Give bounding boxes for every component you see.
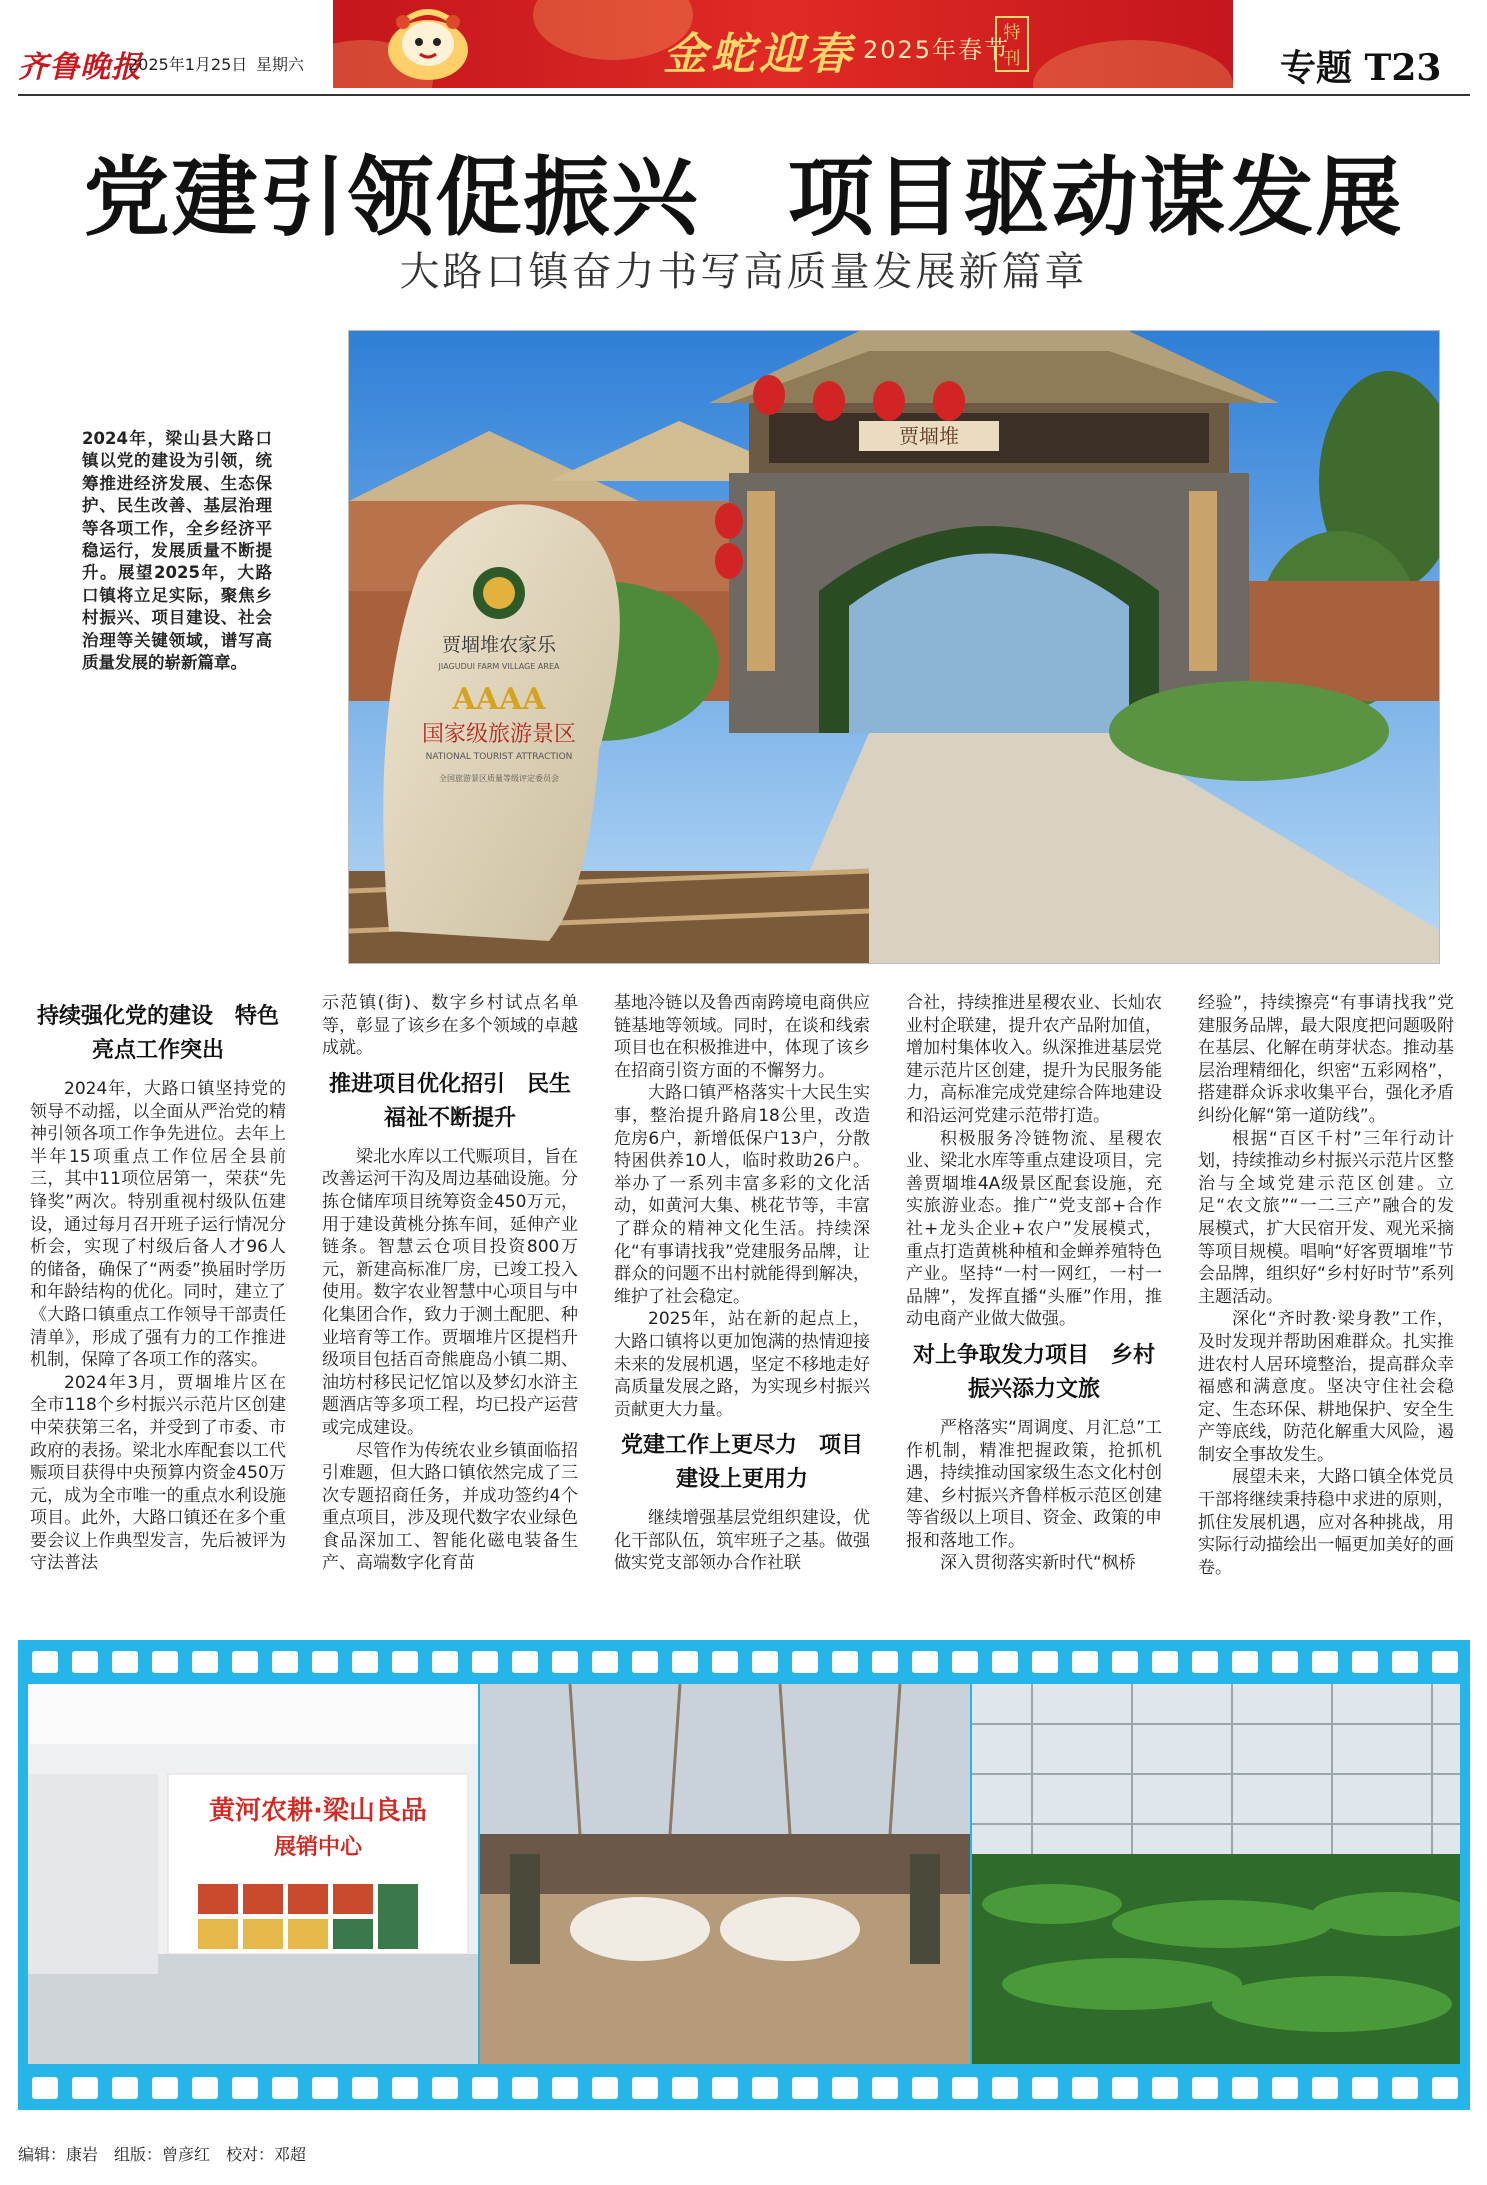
film-perforation: [712, 1651, 738, 1673]
body-paragraph: 深化“齐时教·梁身教”工作，及时发现并帮助困难群众。扎实推进农村人居环境整治，提高群众幸福感和满意度。坚决守住社会稳定、生态环保、耕地保护、安全生产等底线，防范化解重大风险，遏制安全事故发生。: [1198, 1309, 1454, 1465]
body-paragraph: 梁北水库以工代赈项目，旨在改善运河干沟及周边基础设施。分拣仓储库项目统筹资金450万元，用于建设黄桃分拣车间，延伸产业链条。智慧云仓项目投资800万元，新建高标准厂房，已竣工投入使用。数字农业智慧中心项目与中化集团合作，致力于测土配肥、种业培育等工作。贾堌堆片区提档升级项目包括百奇熊鹿岛小镇二期、油坊村移民记忆馆以及梦幻水浒主题酒店等多项工程，均已投产运营或完成建设。: [322, 1146, 578, 1438]
film-perforation: [1152, 1651, 1178, 1673]
film-perforation: [232, 1651, 258, 1673]
body-paragraph: 合社，持续推进星稷农业、长灿农业村企联建，提升农产品附加值，增加村集体收入。纵深推进基层党建示范片区创建，提升为民服务能力，高标准完成党建综合阵地建设和沿运河党建示范带打造。: [906, 993, 1162, 1126]
film-perforation: [1032, 2077, 1058, 2099]
film-perforation: [952, 1651, 978, 1673]
film-perforation: [1152, 2077, 1178, 2099]
section-heading: 推进项目优化招引 民生福祉不断提升: [328, 1071, 571, 1131]
film-perforation: [992, 1651, 1018, 1673]
film-perforation: [192, 2077, 218, 2099]
film-perforation: [232, 2077, 258, 2099]
stone-level: 国家级旅游景区: [421, 722, 577, 747]
film-perforation: [872, 1651, 898, 1673]
greenhouse-illustration: [972, 1684, 1460, 2064]
film-perforation: [912, 1651, 938, 1673]
film-perforation: [432, 1651, 458, 1673]
film-perforation: [752, 1651, 778, 1673]
body-paragraph: 示范镇(街)、数字乡村试点名单等，彰显了该乡在多个领域的卓越成就。: [322, 993, 578, 1059]
stone-level-en: NATIONAL TOURIST ATTRACTION: [425, 752, 573, 762]
film-perforation: [472, 1651, 498, 1673]
section-heading: 党建工作上更尽力 项目建设上更用力: [620, 1433, 863, 1493]
film-perforation: [632, 1651, 658, 1673]
film-perforation: [1432, 1651, 1458, 1673]
film-perforation: [832, 1651, 858, 1673]
lead-paragraph: 2024年，梁山县大路口镇以党的建设为引领，统筹推进经济发展、生态保护、民生改善、基层治理等各项工作，全乡经济平稳运行，发展质量不断提升。展望2025年，大路口镇将立足实际，聚焦乡村振兴、项目建设、社会治理等关键领域，谱写高质量发展的崭新篇章。: [82, 429, 272, 673]
body-paragraph: 深入贯彻落实新时代“枫桥: [940, 1553, 1136, 1574]
film-perforation: [912, 2077, 938, 2099]
film-perforation: [272, 2077, 298, 2099]
photo-greenhouse-seedlings: [972, 1684, 1460, 2064]
film-perforation: [992, 2077, 1018, 2099]
film-perforation: [312, 1651, 338, 1673]
showroom-sign-line1: 黄河农耕·梁山良品: [209, 1796, 427, 1826]
film-perforation: [1392, 2077, 1418, 2099]
showroom-sign-line2: 展销中心: [273, 1835, 363, 1860]
film-perforation: [592, 2077, 618, 2099]
film-perforation: [1232, 1651, 1258, 1673]
film-perforation: [392, 2077, 418, 2099]
film-perforation: [1192, 1651, 1218, 1673]
film-perforation: [1072, 1651, 1098, 1673]
masthead: 齐鲁晚报: [18, 50, 142, 85]
body-paragraph: 继续增强基层党组织建设，优化干部队伍，筑牢班子之基。做强做实党支部领办合作社联: [614, 1508, 870, 1574]
film-perforation: [152, 1651, 178, 1673]
film-perforation: [472, 2077, 498, 2099]
hero-photo-scenic-gate: [348, 330, 1440, 964]
stone-issuer: 全国旅游景区质量等级评定委员会: [439, 774, 559, 783]
film-perforation: [72, 1651, 98, 1673]
film-perforation: [352, 2077, 378, 2099]
film-perforation: [592, 1651, 618, 1673]
film-perforation: [392, 1651, 418, 1673]
film-perforation: [1312, 2077, 1338, 2099]
stone-rating: AAAA: [452, 682, 546, 717]
film-perforation: [152, 2077, 178, 2099]
film-perforation: [832, 2077, 858, 2099]
stone-name-en: JIAGUDUI FARM VILLAGE AREA: [438, 662, 560, 671]
header-rule: [18, 94, 1470, 96]
film-perforation: [1032, 1651, 1058, 1673]
film-perforation: [432, 2077, 458, 2099]
film-perforation: [72, 2077, 98, 2099]
editorial-credits: 编辑：康岩 组版：曾彦红 校对：邓超: [18, 2145, 307, 2164]
body-paragraph: 2024年，大路口镇坚持党的领导不动摇，以全面从严治党的精神引领各项工作争先进位。去年上半年15项重点工作位居全县前三，其中11项位居第一，荣获“先锋奖”两次。特别重视村级队伍建设，通过每月召开班子运行情况分析会，实现了村级后备人才96人的储备，确保了“两委”换届时学历和年龄结构的优化。同时，建立了《大路口镇重点工作领导干部责任清单》，形成了强有力的工作推进机制，保障了各项工作的落实。: [30, 1079, 286, 1371]
gate-plaque: 贾堌堆: [899, 424, 959, 448]
film-perforation: [272, 1651, 298, 1673]
article-column-5: [1198, 992, 1454, 1579]
film-perforation: [1112, 2077, 1138, 2099]
film-perforation: [112, 2077, 138, 2099]
body-paragraph: 基地冷链以及鲁西南跨境电商供应链基地等领域。同时，在谈和线索项目也在积极推进中，体现了该乡在招商引资方面的不懈努力。: [614, 993, 870, 1081]
section-heading: 持续强化党的建设 特色亮点工作突出: [36, 1004, 279, 1063]
film-perforation: [1192, 2077, 1218, 2099]
snake-mascot-icon: [373, 4, 483, 84]
article-column-1: [30, 992, 286, 1575]
film-perforation: [32, 1651, 58, 1673]
photo-showroom: [28, 1684, 478, 2064]
film-perforation: [552, 1651, 578, 1673]
film-perforation: [672, 1651, 698, 1673]
article-column-4: [906, 992, 1162, 1575]
photo-ram-fight-event: [480, 1684, 970, 2064]
body-paragraph: 2024年3月，贾堌堆片区在全市118个乡村振兴示范片区创建中荣获第三名，并受到了市委、市政府的表扬。梁北水库配套以工代赈项目获得中央预算内资金450万元，成为全市唯一的重点水利设施项目。此外，大路口镇还在多个重要会议上作典型发言，先后被评为守法普法: [30, 1372, 286, 1574]
film-perforation: [1352, 2077, 1378, 2099]
body-paragraph: 2025年，站在新的起点上，大路口镇将以更加饱满的热情迎接未来的发展机遇，坚定不移地走好高质量发展之路，为实现乡村振兴贡献更大力量。: [614, 1309, 870, 1420]
film-perforation: [1112, 1651, 1138, 1673]
film-perforation: [712, 2077, 738, 2099]
body-paragraph: 严格落实“周调度、月汇总”工作机制，精准把握政策，抢抓机遇，持续推动国家级生态文化村创建、乡村振兴齐鲁样板示范区创建等省级以上项目、资金、政策的申报和落地工作。: [906, 1417, 1162, 1551]
issue-weekday: 星期六: [256, 55, 305, 74]
banner-title: 金蛇迎春: [663, 29, 855, 80]
film-perforation: [352, 1651, 378, 1673]
film-perforation: [1312, 1651, 1338, 1673]
film-perforation: [1352, 1651, 1378, 1673]
film-perforation: [552, 2077, 578, 2099]
stone-name: 贾堌堆农家乐: [441, 634, 557, 656]
issue-date: 2025年1月25日: [128, 55, 248, 74]
film-perforation: [752, 2077, 778, 2099]
festival-banner: [333, 0, 1233, 88]
film-perforation: [792, 2077, 818, 2099]
body-paragraph: 尽管作为传统农业乡镇面临招引难题，但大路口镇依然完成了三次专题招商任务，并成功签约4个重点项目，涉及现代数字农业绿色食品深加工、智能化磁电装备生产、高端数字化育苗: [322, 1440, 578, 1574]
film-perforation: [32, 2077, 58, 2099]
film-perforation: [112, 1651, 138, 1673]
film-perforation: [672, 2077, 698, 2099]
film-perforation: [792, 1651, 818, 1673]
film-perforation: [1232, 2077, 1258, 2099]
body-paragraph: 积极服务冷链物流、星稷农业、梁北水库等重点建设项目，完善贾堌堆4A级景区配套设施，充实旅游业态。推广“党支部+合作社+龙头企业+农户”发展模式，重点打造黄桃种植和金蝉养殖特色产业。坚持“一村一网红，一村一品牌”，发挥直播“头雁”作用，推动电商产业做大做强。: [906, 1128, 1162, 1330]
film-perforation: [192, 1651, 218, 1673]
film-perforation: [952, 2077, 978, 2099]
special-edition-tag: 特刊: [995, 16, 1029, 72]
film-perforation: [512, 2077, 538, 2099]
page-headline: 党建引领促振兴 项目驱动谋发展: [83, 147, 1404, 248]
film-perforation: [1272, 2077, 1298, 2099]
film-perforation: [1272, 1651, 1298, 1673]
film-perforation: [312, 2077, 338, 2099]
body-paragraph: 展望未来，大路口镇全体党员干部将继续秉持稳中求进的原则，抓住发展机遇，应对各种挑战，用实际行动描绘出一幅更加美好的画卷。: [1198, 1467, 1454, 1578]
scenic-gate-illustration: [349, 331, 1440, 964]
banner-subtitle: 2025年春节: [863, 36, 1011, 64]
article-column-3: [614, 992, 870, 1575]
body-paragraph: 大路口镇严格落实十大民生实事，整治提升路肩18公里，改造危房6户，新增低保户13户，分散特困供养10人，临时救助26户。举办了一系列丰富多彩的文化活动，如黄河大集、桃花节等，丰富了群众的精神文化生活。持续深化“有事请找我”党建服务品牌，让群众的问题不出村就能得到解决，维护了社会稳定。: [614, 1083, 870, 1307]
film-perforation: [512, 1651, 538, 1673]
film-perforation: [632, 2077, 658, 2099]
film-perforation: [872, 2077, 898, 2099]
page-section: 专题 T23: [1280, 47, 1442, 89]
page-subheadline: 大路口镇奋力书写高质量发展新篇章: [399, 249, 1088, 295]
section-heading: 对上争取发力项目 乡村振兴添力文旅: [912, 1342, 1155, 1402]
film-perforation: [1432, 2077, 1458, 2099]
film-perforation: [1072, 2077, 1098, 2099]
body-paragraph: 经验”，持续擦亮“有事请找我”党建服务品牌，最大限度把问题吸附在基层、化解在萌芽状态。推动基层治理精细化，织密“五彩网格”，搭建群众诉求收集平台，强化矛盾纠纷化解“第一道防线”。: [1198, 993, 1454, 1126]
film-perforation: [1392, 1651, 1418, 1673]
ram-fight-illustration: [480, 1684, 970, 2064]
article-column-2: [322, 992, 578, 1575]
body-paragraph: 根据“百区千村”三年行动计划，持续推动乡村振兴示范片区整治与全域党建示范区创建。立足“农文旅”“一二三产”融合的发展模式，扩大民宿开发、观光采摘等项目规模。唱响“好客贾堌堆”节会品牌，组织好“乡村好时节”系列主题活动。: [1198, 1128, 1454, 1307]
showroom-illustration: [28, 1684, 478, 2064]
